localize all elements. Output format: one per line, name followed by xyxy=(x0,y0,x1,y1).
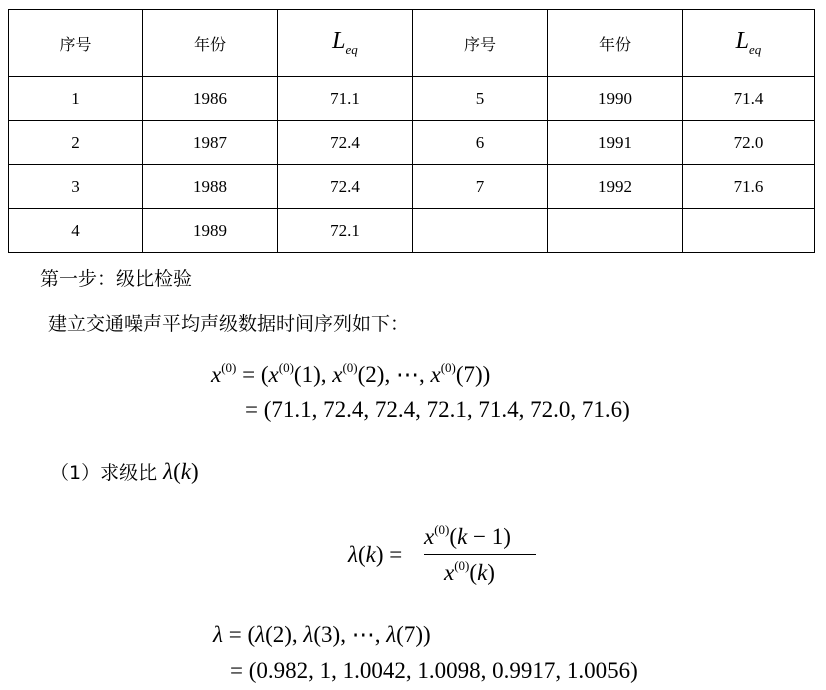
table-cell: 71.1 xyxy=(278,77,413,121)
table-cell xyxy=(548,209,683,253)
fraction-bar xyxy=(424,554,536,555)
table-cell: 7 xyxy=(413,165,548,209)
header-index: 序号 xyxy=(413,10,548,77)
equation-x0-definition: $x^{(0)} = (x^{(0)}(1)$, $x^{(0)}(2)$, ⋯, $x^{(0)}(7)$) xyxy=(211,360,491,387)
header-year: 年份 xyxy=(143,10,278,77)
table-row xyxy=(9,165,815,209)
table-cell: 2 xyxy=(9,121,143,165)
table-cell: 1987 xyxy=(143,121,278,165)
table-cell: 1988 xyxy=(143,165,278,209)
table-cell: 4 xyxy=(9,209,143,253)
traffic-noise-table xyxy=(8,9,815,253)
table-cell: 6 xyxy=(413,121,548,165)
table-cell: 1986 xyxy=(143,77,278,121)
table-cell: 72.4 xyxy=(278,121,413,165)
table-row xyxy=(9,209,815,253)
equation-lambda-vector: λ = (λ(2), λ(3), ⋯, λ(7)) xyxy=(213,622,431,647)
sub-step-heading: （1）求级比 λ(k) xyxy=(50,459,199,484)
step-heading: 第一步：级比检验 xyxy=(40,268,193,290)
table-cell xyxy=(413,209,548,253)
table-cell xyxy=(683,209,815,253)
table-row xyxy=(9,121,815,165)
intro-text: 建立交通噪声平均声级数据时间序列如下： xyxy=(48,313,410,335)
equation-lambda-values: = (0.982, 1, 1.0042, 1.0098, 0.9917, 1.0056) xyxy=(230,658,638,683)
table-cell: 72.0 xyxy=(683,121,815,165)
table-cell: 3 xyxy=(9,165,143,209)
table-cell: 5 xyxy=(413,77,548,121)
table-cell: 1992 xyxy=(548,165,683,209)
header-leq: $L_{eq}$ xyxy=(683,10,815,77)
table-cell: 1989 xyxy=(143,209,278,253)
table-cell: 71.6 xyxy=(683,165,815,209)
equation-x0-values: = (71.1, 72.4, 72.4, 72.1, 71.4, 72.0, 71.6) xyxy=(245,397,630,422)
table-cell: 71.4 xyxy=(683,77,815,121)
header-leq: $L_{eq}$ xyxy=(278,10,413,77)
table-row xyxy=(9,77,815,121)
table-header-row xyxy=(9,10,815,77)
table-cell: 72.4 xyxy=(278,165,413,209)
table-cell: 1 xyxy=(9,77,143,121)
header-index: 序号 xyxy=(9,10,143,77)
table-cell: 1991 xyxy=(548,121,683,165)
table-cell: 1990 xyxy=(548,77,683,121)
table-cell: 72.1 xyxy=(278,209,413,253)
header-year: 年份 xyxy=(548,10,683,77)
